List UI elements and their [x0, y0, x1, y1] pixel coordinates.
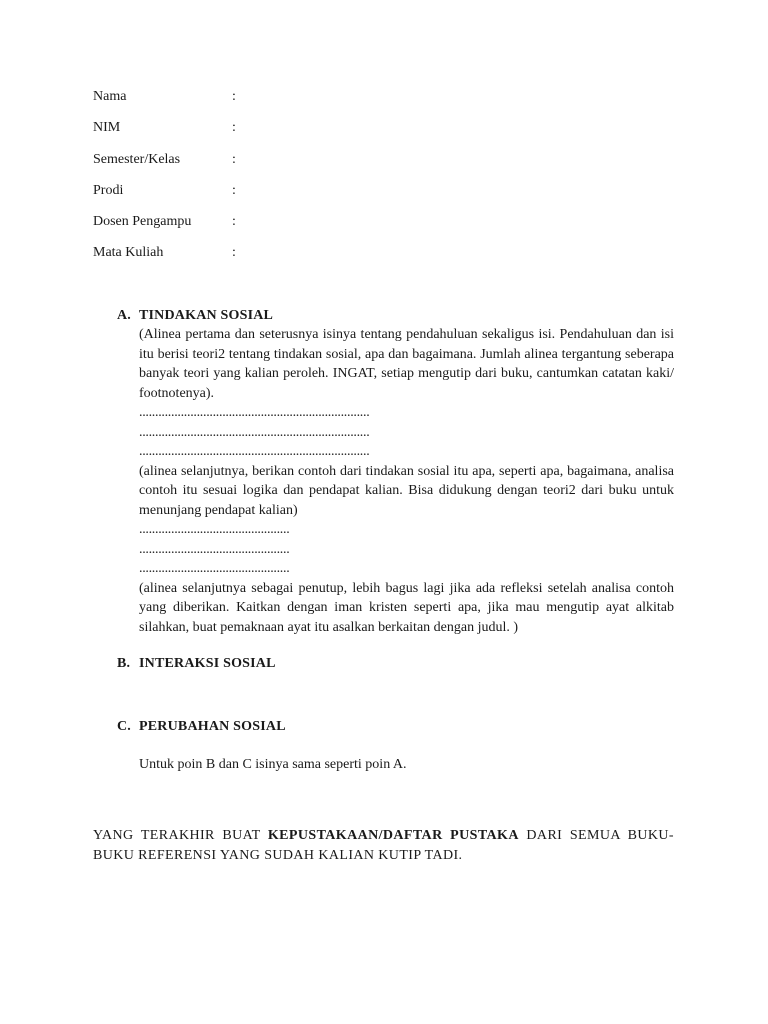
identity-colon: : [232, 182, 236, 198]
note-text: Untuk poin B dan C isinya sama seperti poin A. [139, 757, 407, 772]
dotted-line: ........................................................................ [139, 424, 370, 440]
section-b-heading [117, 655, 276, 673]
dotted-line: ............................................... [139, 522, 290, 537]
paragraph-closing: (alinea selanjutnya sebagai penutup, lebih bagus lagi jika ada refleksi setelah analisa contoh yang diberikan. Kaitkan dengan iman kristen seperti apa, jika mau mengutip ayat alkitab silahkan, buat pemaknaan ayat itu asalkan berkaitan dengan judul. ) [139, 580, 674, 635]
dotted-line: ............................................... [139, 561, 290, 576]
identity-colon: : [232, 89, 236, 104]
identity-row-nama [93, 88, 242, 119]
identity-label: Semester/Kelas [93, 151, 181, 167]
section-title: PERUBAHAN SOSIAL [139, 719, 286, 734]
identity-row-matakuliah [93, 244, 242, 275]
identity-row-dosen [93, 213, 242, 244]
section-title: INTERAKSI SOSIAL [139, 656, 276, 671]
section-title: TINDAKAN SOSIAL [139, 308, 274, 323]
identity-block [93, 88, 242, 276]
paragraph-example: (alinea selanjutnya, berikan contoh dari tindakan sosial itu apa, seperti apa, bagaimana, analisa contoh itu sesuai logika dan pendapat kalian. Bisa didukung dengan teori2 dari buku untuk menunjang pendapat kalian) [139, 463, 674, 518]
section-c-heading [117, 718, 286, 736]
paragraph-intro: (Alinea pertama dan seterusnya isinya tentang pendahuluan sekaligus isi. Pendahuluan dan isi itu berisi teori2 tentang tindakan sosial, apa dan bagaimana. Jumlah alinea tergantung seberapa banyak teori yang kalian peroleh. INGAT, setiap mengutip dari buku, cantumkan catatan kaki/ footnotenya). [139, 327, 674, 401]
closing-instruction [93, 826, 674, 866]
closing-suffix: DARI SEMUA BUKU-BUKU REFERENSI YANG SUDAH KALIAN KUTIP TADI. [93, 828, 674, 863]
identity-colon: : [232, 214, 236, 230]
identity-label: Prodi [93, 182, 124, 198]
identity-row-semester [93, 151, 242, 182]
identity-row-prodi [93, 182, 242, 213]
section-letter: C. [117, 719, 132, 734]
identity-label: NIM [93, 120, 121, 136]
dotted-line: ........................................................................ [139, 405, 370, 420]
section-a-body [139, 325, 674, 637]
closing-prefix: YANG TERAKHIR BUAT [93, 828, 268, 843]
identity-label: Dosen Pengampu [93, 214, 192, 230]
identity-colon: : [232, 151, 236, 167]
identity-colon: : [232, 245, 236, 261]
identity-label: Nama [93, 89, 127, 104]
dotted-line: ............................................... [139, 541, 290, 557]
identity-label: Mata Kuliah [93, 245, 164, 261]
closing-bold: KEPUSTAKAAN/DAFTAR PUSTAKA [267, 828, 519, 843]
section-letter: B. [117, 656, 131, 671]
dotted-line: ........................................................................ [139, 444, 370, 459]
section-letter: A. [117, 308, 132, 323]
identity-colon: : [232, 120, 236, 136]
identity-row-nim [93, 119, 242, 150]
section-a-heading [117, 307, 273, 325]
